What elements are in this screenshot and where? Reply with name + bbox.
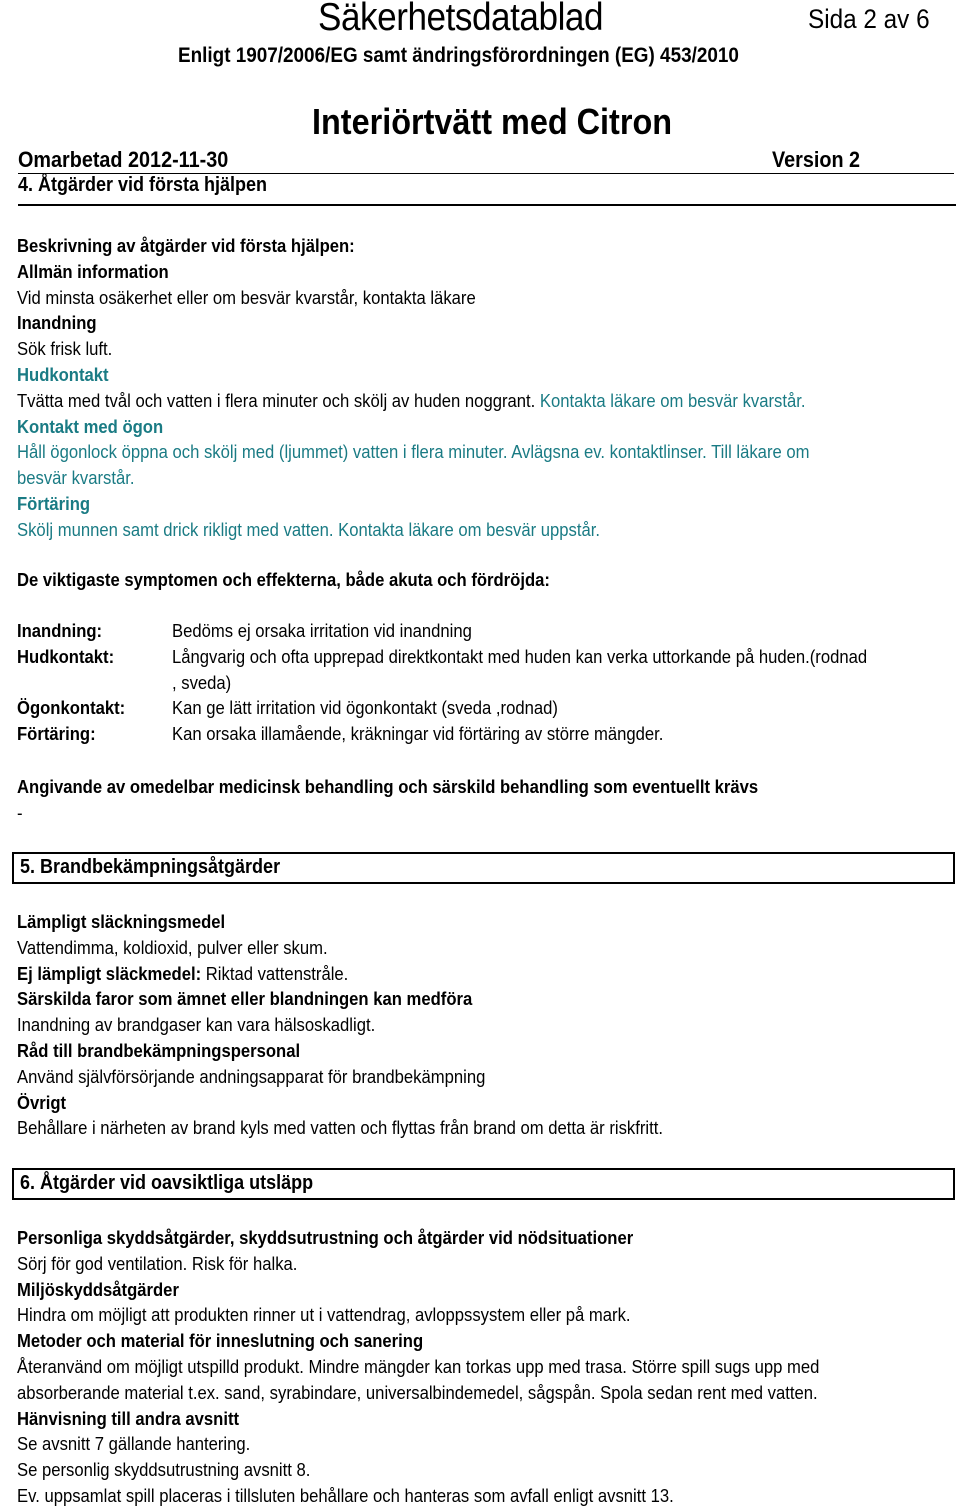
regulation-line: Enligt 1907/2006/EG samt ändringsförordningen (EG) 453/2010 [178,44,739,67]
reference-label: Hänvisning till andra avsnitt [17,1407,240,1429]
section-5-header-box [12,852,955,884]
page-number: Sida 2 av 6 [808,4,930,34]
environmental-precautions-label: Miljöskyddsåtgärder [17,1278,179,1300]
medical-treatment-heading: Angivande av omedelbar medicinsk behandling och särskild behandling som eventuellt krävs [17,776,759,797]
other-label: Övrigt [17,1091,67,1113]
general-info-text: Vid minsta osäkerhet eller om besvär kvarstår, kontakta läkare [17,286,476,308]
symptom-text-continued: , sveda) [172,671,232,693]
inhalation-label: Inandning [17,312,97,334]
eye-contact-label: Kontakt med ögon [17,415,164,437]
symptom-row [17,721,952,747]
symptom-row [17,618,952,644]
product-name: Interiörtvätt med Citron [312,101,673,142]
section-4-heading: 4. Åtgärder vid första hjälpen [18,174,268,196]
other-text: Behållare i närheten av brand kyls med vatten och flyttas från brand om detta är riskfritt. [17,1117,663,1139]
ingestion-label: Förtäring [17,492,91,514]
firefighter-advice-text: Använd självförsörjande andningsapparat för brandbekämpning [17,1065,486,1087]
symptom-label: Inandning: [17,620,103,641]
symptom-label: Förtäring: [17,723,96,745]
symptoms-heading-wrap [17,567,947,593]
special-hazards-text: Inandning av brandgaser kan vara hälsoskadligt. [17,1014,376,1036]
symptom-text: Kan ge lätt irritation vid ögonkontakt (sveda ,rodnad) [172,697,558,719]
personal-precautions-text: Sörj för god ventilation. Risk för halka. [17,1252,298,1274]
section-6-heading: 6. Åtgärder vid oavsiktliga utsläpp [20,1172,314,1194]
symptom-text: Långvarig och ofta upprepad direktkontakt med huden kan verka uttorkande på huden.(rodnad [172,645,868,667]
section-6-body [17,1225,947,1509]
ingestion-text: Skölj munnen samt drick rikligt med vatten. Kontakta läkare om besvär uppstår. [17,518,601,540]
skin-contact-text-2: Kontakta läkare om besvär kvarstår. [539,389,806,411]
document-title: Säkerhetsdatablad [318,0,604,39]
section-6-header-box [12,1168,955,1200]
section-4-rule [18,204,956,206]
containment-methods-label: Metoder och material för inneslutning och sanering [17,1330,424,1352]
unsuitable-extinguishing-line [17,961,854,987]
section-4-body [17,233,947,543]
symptoms-heading: De viktigaste symptomen och effekterna, både akuta och fördröjda: [17,569,550,590]
section-5-heading: 5. Brandbekämpningsåtgärder [20,856,281,878]
symptom-row [17,644,952,696]
symptom-text: Bedöms ej orsaka irritation vid inandning [172,620,472,641]
symptom-row [17,695,952,721]
symptom-label: Hudkontakt: [17,645,115,667]
unsuitable-extinguishing-text: Riktad vattenstråle. [201,962,349,984]
skin-contact-text: Tvätta med tvål och vatten i flera minuter och skölj av huden noggrant. [17,389,536,411]
reference-text-1: Se avsnitt 7 gällande hantering. [17,1433,251,1455]
revision-date: Omarbetad 2012-11-30 [18,147,229,172]
suitable-extinguishing-text: Vattendimma, koldioxid, pulver eller skum. [17,936,328,958]
skin-contact-label: Hudkontakt [17,363,109,385]
symptoms-table [17,618,952,747]
eye-contact-text-3: besvär kvarstår. [17,467,135,489]
first-aid-description-heading: Beskrivning av åtgärder vid första hjälpen: [17,235,355,256]
eye-contact-text-line [17,439,854,465]
reference-text-2: Se personlig skyddsutrustning avsnitt 8. [17,1459,311,1481]
inhalation-text: Sök frisk luft. [17,338,113,360]
version-label: Version 2 [772,147,861,172]
firefighter-advice-label: Råd till brandbekämpningspersonal [17,1039,301,1061]
symptom-label: Ögonkontakt: [17,697,126,719]
section-5-body [17,909,947,1141]
reference-text-3: Ev. uppsamlat spill placeras i tillsluten behållare och hanteras som avfall enligt avsnitt 13. [17,1484,674,1506]
containment-methods-text-2: absorberande material t.ex. sand, syrabindare, universalbindemedel, sågspån. Spola sedan rent med vatten. [17,1381,818,1403]
special-hazards-label: Särskilda faror som ämnet eller blandningen kan medföra [17,988,473,1010]
personal-precautions-label: Personliga skyddsåtgärder, skyddsutrustning och åtgärder vid nödsituationer [17,1227,634,1248]
eye-contact-text: Håll ögonlock öppna och skölj med (ljummet) vatten i flera minuter. [17,441,508,463]
environmental-precautions-text: Hindra om möjligt att produkten rinner ut i vattendrag, avloppssystem eller på mark. [17,1304,631,1326]
unsuitable-extinguishing-label: Ej lämpligt släckmedel: [17,962,202,984]
medical-treatment-text: - [17,801,23,823]
medical-treatment-block [17,774,947,826]
containment-methods-text: Återanvänd om möjligt utspilld produkt. Mindre mängder kan torkas upp med trasa. Större spill sugs upp med [17,1355,820,1377]
suitable-extinguishing-label: Lämpligt släckningsmedel [17,911,226,932]
skin-contact-text-line [17,388,854,414]
general-info-label: Allmän information [17,260,169,282]
eye-contact-text-2: Avlägsna ev. kontaktlinser. Till läkare om [511,441,810,463]
symptom-text: Kan orsaka illamående, kräkningar vid förtäring av större mängder. [172,723,664,745]
